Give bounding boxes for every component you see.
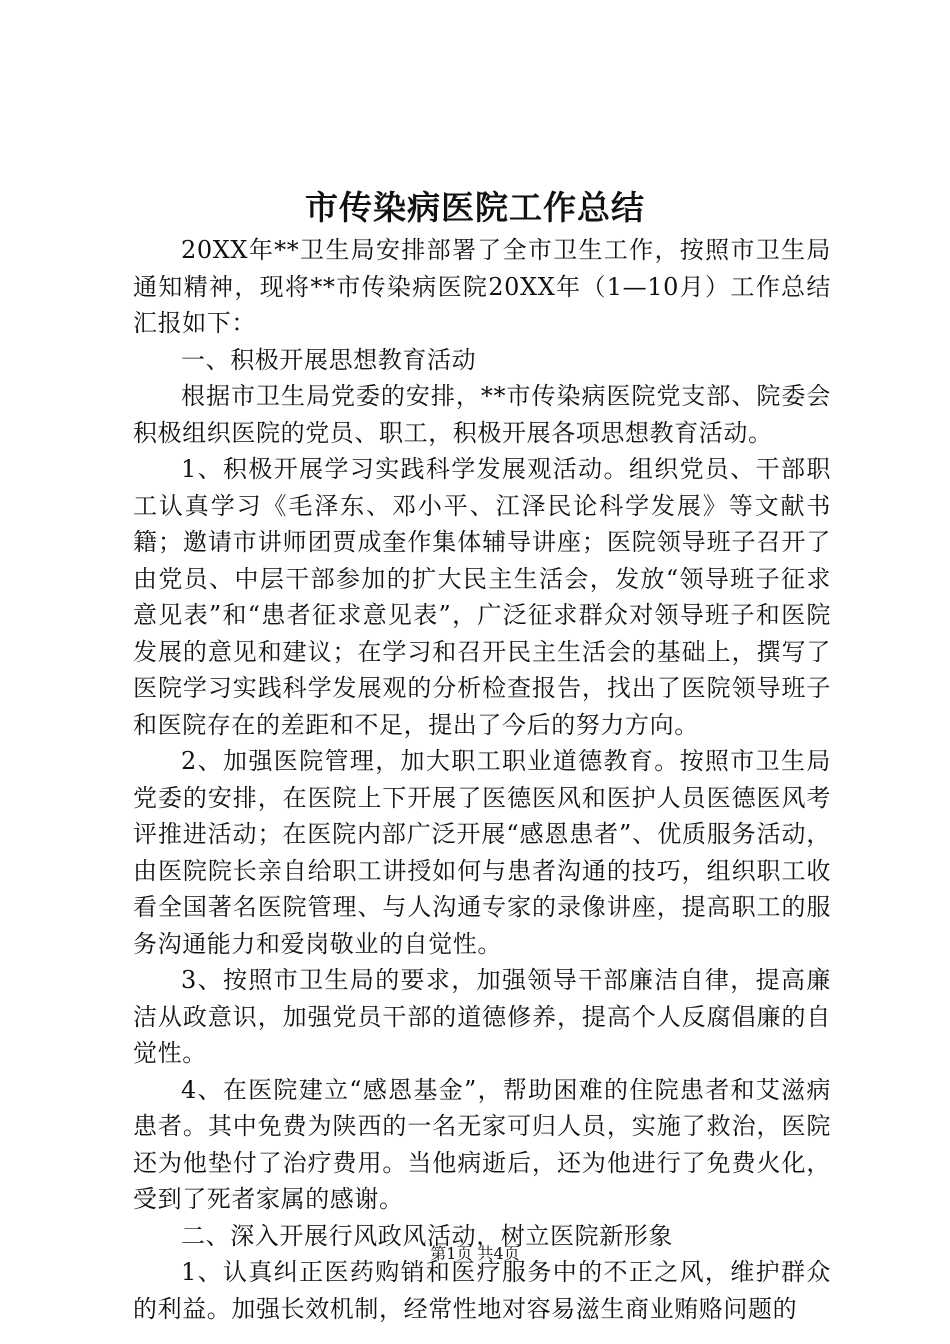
body-paragraph: 根据市卫生局党委的安排，**市传染病医院党支部、院委会积极组织医院的党员、职工，积极开展各项思想教育活动。 (133, 382, 831, 447)
section-heading-2: 二、深入开展行风政风活动，树立医院新形象 (181, 1221, 673, 1250)
body-paragraph: 2、加强医院管理，加大职工职业道德教育。按照市卫生局党委的安排，在医院上下开展了医德医风和医护人员医德医风考评推进活动；在医院内部广泛开展“感恩患者”、优质服务活动，由医院院长亲自给职工讲授如何与患者沟通的技巧，组织职工收看全国著名医院管理、与人沟通专家的录像讲座，提高职工的服务沟通能力和爱岗敬业的自觉性。 (133, 747, 831, 958)
intro-paragraph: 20XX年**卫生局安排部署了全市卫生工作，按照市卫生局通知精神，现将**市传染病医院20XX年（1—10月）工作总结汇报如下： (133, 236, 831, 337)
page-footer: 第1页 共4页 (430, 1244, 520, 1263)
body-paragraph: 1、积极开展学习实践科学发展观活动。组织党员、干部职工认真学习《毛泽东、邓小平、江泽民论科学发展》等文献书籍；邀请市讲师团贾成奎作集体辅导讲座；医院领导班子召开了由党员、中层干部参加的扩大民主生活会，发放“领导班子征求意见表”和“患者征求意见表”，广泛征求群众对领导班子和医院发展的意见和建议；在学习和召开民主生活会的基础上，撰写了医院学习实践科学发展观的分析检查报告，找出了医院领导班子和医院存在的差距和不足，提出了今后的努力方向。 (133, 455, 831, 739)
body-paragraph: 3、按照市卫生局的要求，加强领导干部廉洁自律，提高廉洁从政意识，加强党员干部的道德修养，提高个人反腐倡廉的自觉性。 (133, 966, 831, 1067)
document-body (133, 232, 831, 1327)
document-title: 市传染病医院工作总结 (305, 188, 645, 227)
body-paragraph: 1、认真纠正医药购销和医疗服务中的不正之风，维护群众的利益。加强长效机制，经常性地对容易滋生商业贿赂问题的 (133, 1258, 831, 1323)
section-heading-1: 一、积极开展思想教育活动 (181, 345, 477, 374)
body-paragraph: 4、在医院建立“感恩基金”，帮助困难的住院患者和艾滋病患者。其中免费为陕西的一名无家可归人员，实施了救治，医院还为他垫付了治疗费用。当他病逝后，还为他进行了免费火化，受到了死者家属的感谢。 (133, 1075, 831, 1213)
